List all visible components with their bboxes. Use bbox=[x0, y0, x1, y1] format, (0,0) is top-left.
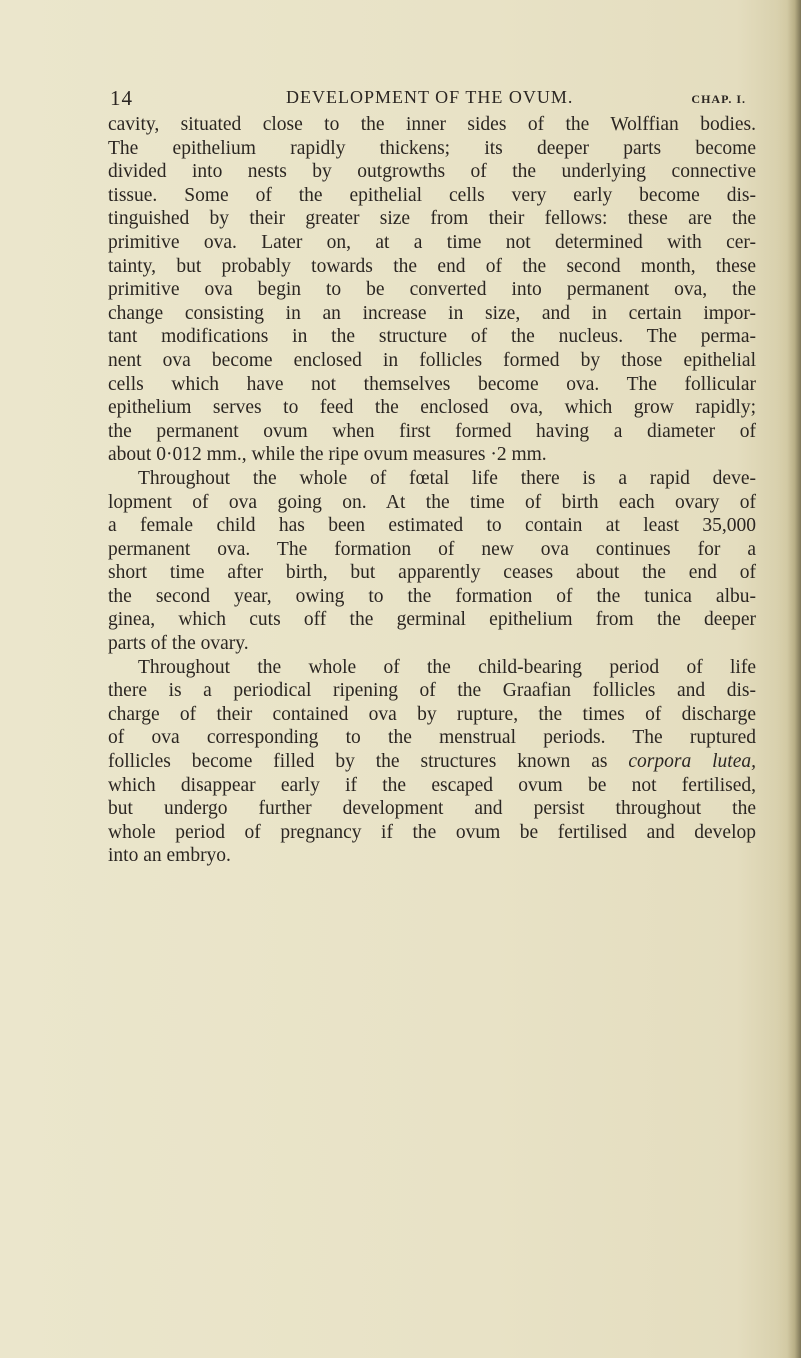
text-line: the second year, owing to the formation of the tunica albu- bbox=[108, 585, 756, 607]
text-line: epithelium serves to feed the enclosed ova, which grow rapidly; bbox=[108, 397, 756, 419]
text-line: cells which have not themselves become ova. The follicular bbox=[108, 373, 756, 395]
italic-term: corpora lutea, bbox=[628, 751, 756, 773]
page-edge-shadow bbox=[787, 0, 801, 1358]
text-line: cavity, situated close to the inner sides of the Wolffian bodies. bbox=[108, 114, 756, 135]
text-line: tainty, but probably towards the end of the second month, these bbox=[108, 255, 756, 277]
text-line: charge of their contained ova by rupture, the times of discharge bbox=[108, 703, 756, 725]
body-text bbox=[108, 113, 756, 868]
text-line: divided into nests by outgrowths of the underlying connective bbox=[108, 161, 756, 183]
text-line: about 0·012 mm., while the ripe ovum measures ·2 mm. bbox=[108, 444, 547, 466]
text-line: tinguished by their greater size from their fellows: these are the bbox=[108, 208, 756, 230]
text-line: short time after birth, but apparently ceases about the end of bbox=[108, 562, 756, 584]
text-line: primitive ova begin to be converted into permanent ova, the bbox=[108, 279, 756, 301]
text-line: change consisting in an increase in size, and in certain impor- bbox=[108, 302, 756, 324]
text-line: a female child has been estimated to contain at least 35,000 bbox=[108, 515, 756, 537]
text-line: Throughout the whole of fœtal life there is a rapid deve- bbox=[138, 467, 756, 489]
text-line: which disappear early if the escaped ovum be not fertilised, bbox=[108, 774, 756, 796]
text-line: but undergo further development and persist throughout the bbox=[108, 798, 756, 820]
paragraph-2 bbox=[108, 467, 756, 656]
text-segment: follicles become filled by the structures known as bbox=[108, 751, 629, 773]
text-line: primitive ova. Later on, at a time not determined with cer- bbox=[108, 231, 756, 253]
text-line: lopment of ova going on. At the time of birth each ovary of bbox=[108, 491, 756, 513]
text-line: permanent ova. The formation of new ova continues for a bbox=[108, 538, 756, 560]
text-line: the permanent ovum when first formed having a diameter of bbox=[108, 420, 756, 442]
page-header bbox=[110, 86, 750, 112]
paragraph-3 bbox=[108, 656, 756, 868]
running-title: DEVELOPMENT OF THE OVUM. bbox=[286, 87, 574, 107]
text-line: ginea, which cuts off the germinal epithelium from the deeper bbox=[108, 609, 756, 631]
text-line: The epithelium rapidly thickens; its deeper parts become bbox=[108, 137, 756, 159]
chapter-label: CHAP. I. bbox=[691, 92, 746, 106]
text-line: Throughout the whole of the child-bearing period of life bbox=[138, 656, 756, 678]
paragraph-1 bbox=[108, 113, 756, 467]
page-number: 14 bbox=[110, 86, 133, 110]
text-line: tissue. Some of the epithelial cells very early become dis- bbox=[108, 184, 756, 206]
text-line-with-italic bbox=[108, 750, 756, 774]
text-line: whole period of pregnancy if the ovum be fertilised and develop bbox=[108, 821, 756, 843]
text-line: nent ova become enclosed in follicles formed by those epithelial bbox=[108, 349, 756, 371]
text-line: there is a periodical ripening of the Graafian follicles and dis- bbox=[108, 680, 756, 702]
text-line: of ova corresponding to the menstrual periods. The ruptured bbox=[108, 727, 756, 749]
text-line: tant modifications in the structure of the nucleus. The perma- bbox=[108, 326, 756, 348]
text-line: parts of the ovary. bbox=[108, 633, 249, 655]
text-line: into an embryo. bbox=[108, 845, 231, 867]
